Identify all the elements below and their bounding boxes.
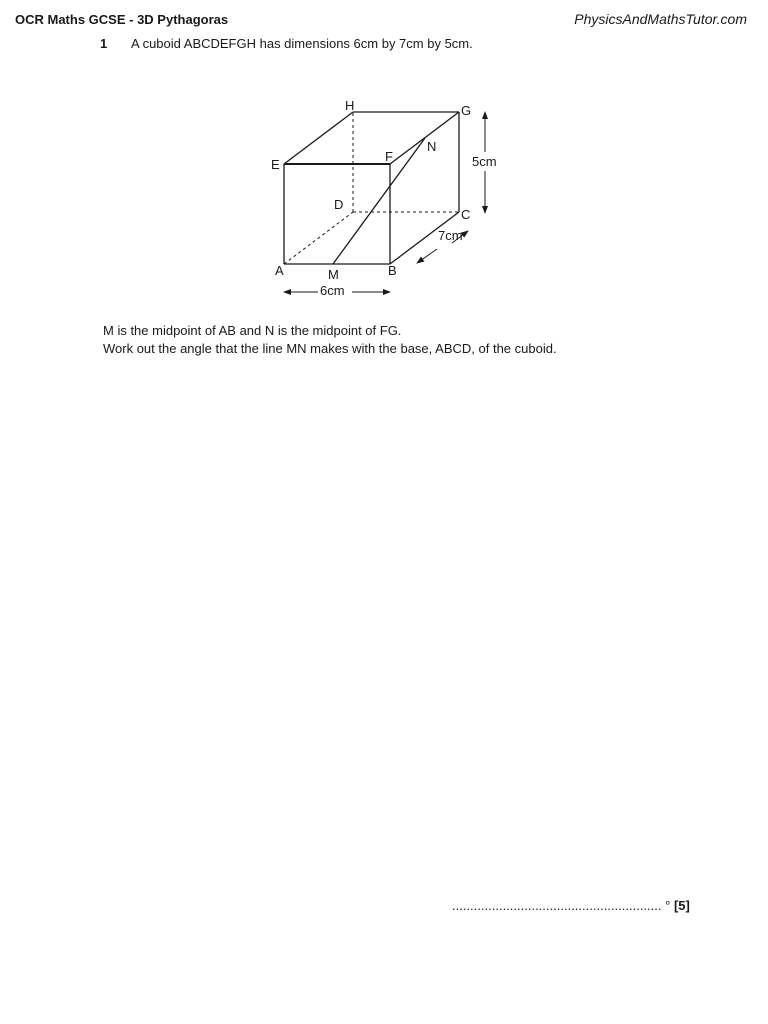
visible-edges (284, 112, 459, 264)
label-a: A (275, 263, 284, 278)
cuboid-diagram (0, 0, 768, 320)
answer-unit: ° (665, 898, 671, 913)
question-number: 1 (100, 36, 108, 51)
dimension-depth: 7cm (438, 228, 463, 243)
edge-ad (284, 212, 353, 264)
hidden-edges (284, 112, 459, 264)
answer-line[interactable] (452, 898, 690, 913)
line-mn (333, 138, 425, 264)
label-h: H (345, 98, 355, 113)
marks-label: [5] (673, 898, 690, 913)
depth-arrow-down (417, 249, 437, 263)
label-g: G (461, 103, 472, 118)
edge-eh (284, 112, 353, 164)
label-m: M (328, 267, 339, 282)
label-e: E (271, 157, 280, 172)
label-c: C (461, 207, 471, 222)
dimension-markers (284, 112, 485, 292)
dimension-width: 6cm (320, 283, 345, 298)
label-d: D (334, 197, 344, 212)
question-line-2: Work out the angle that the line MN makes with the base, ABCD, of the cuboid. (103, 341, 557, 356)
question-intro: A cuboid ABCDEFGH has dimensions 6cm by 7cm by 5cm. (131, 36, 473, 51)
dimension-height: 5cm (472, 154, 497, 169)
label-n: N (427, 139, 437, 154)
header-site: PhysicsAndMathsTutor.com (574, 11, 747, 27)
label-b: B (388, 263, 397, 278)
header-title: OCR Maths GCSE - 3D Pythagoras (15, 12, 229, 27)
answer-dots: .......................................................... (452, 898, 662, 913)
question-line-1: M is the midpoint of AB and N is the midpoint of FG. (103, 323, 402, 338)
label-f: F (385, 149, 393, 164)
